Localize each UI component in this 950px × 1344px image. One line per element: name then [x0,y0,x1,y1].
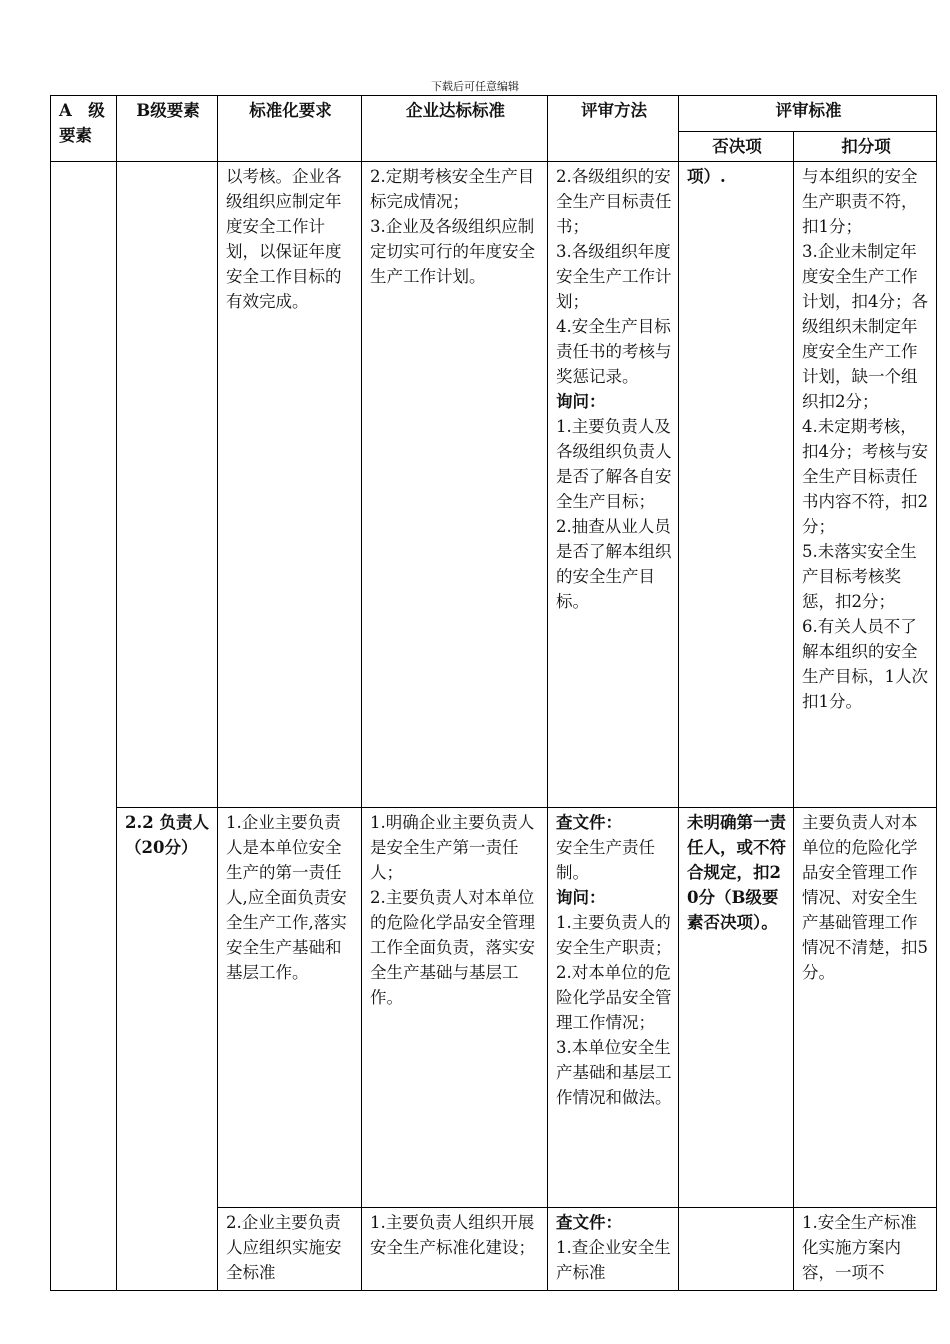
cell-target: 1.主要负责人组织开展安全生产标准化建设； [362,1208,548,1291]
method-line: 4.安全生产目标责任书的考核与奖惩记录。 [556,317,672,386]
method-line: 2.抽查从业人员是否了解本组织的安全生产目标。 [556,517,672,611]
method-line: 2.各级组织的安全生产目标责任书； [556,167,672,236]
cell-veto [679,1208,794,1291]
cell-a-empty [51,162,117,1291]
method-line: 3.各级组织年度安全生产工作计划； [556,242,672,311]
col-header-std: 标准化要求 [218,96,362,162]
col-header-a: A 级要素 [51,96,117,162]
target-line: 2.定期考核安全生产目标完成情况； [370,167,535,211]
method-line: 1.查企业安全生产标准 [556,1238,671,1282]
table-row [51,162,937,808]
cell-veto: 项）. [679,162,794,808]
cell-method [548,162,679,808]
cell-method [548,808,679,1208]
col-header-veto: 否决项 [679,132,794,162]
method-doc-label: 查文件： [556,813,622,832]
cell-deduct: 1.安全生产标准化实施方案内容，一项不 [794,1208,937,1291]
target-line: 1.明确企业主要负责人是安全生产第一责任人； [370,813,535,882]
header-row-1 [51,96,937,132]
table-row [51,808,937,1208]
cell-b [117,808,218,1291]
cell-deduct [794,162,937,808]
method-line: 1.主要负责人及各级组织负责人是否了解各自安全生产目标； [556,417,672,511]
col-header-b: B级要素 [117,96,218,162]
cell-std: 2.企业主要负责人应组织实施安全标准 [218,1208,362,1291]
col-header-criteria: 评审标准 [679,96,937,132]
cell-b-empty [117,162,218,808]
cell-target [362,162,548,808]
cell-std: 以考核。企业各级组织应制定年度安全工作计划，以保证年度安全工作目标的有效完成。 [218,162,362,808]
method-line: 3.本单位安全生产基础和基层工作情况和做法。 [556,1038,672,1107]
cell-std: 1.企业主要负责人是本单位安全生产的第一责任人,应全面负责安全生产工作,落实安全生产基础和基层工作。 [218,808,362,1208]
cell-target [362,808,548,1208]
method-inquiry-label: 询问： [556,392,606,411]
deduct-line: 与本组织的安全生产职责不符，扣1分； [802,167,918,236]
col-header-method: 评审方法 [548,96,679,162]
target-line: 2.主要负责人对本单位的危险化学品安全管理工作全面负责，落实安全生产基础与基层工作。 [370,888,535,1007]
cell-deduct: 主要负责人对本单位的危险化学品安全管理工作情况、对安全生产基础管理工作情况不清楚，扣5分。 [794,808,937,1208]
col-header-target: 企业达标标准 [362,96,548,162]
cell-method [548,1208,679,1291]
b-element-score: （20分） [125,838,198,857]
method-line: 1.主要负责人的安全生产职责； [556,913,672,957]
cell-veto: 未明确第一责任人，或不符合规定，扣20分（B级要素否决项）。 [679,808,794,1208]
deduct-line: 3.企业未制定年度安全生产工作计划，扣4分；各级组织未制定年度安全生产工作计划，缺一个组织扣2分； [802,242,928,411]
deduct-line: 4.未定期考核，扣4分；考核与安全生产目标责任书内容不符，扣2分； [802,417,928,536]
method-line: 2.对本单位的危险化学品安全管理工作情况； [556,963,672,1032]
deduct-line: 5.未落实安全生产目标考核奖惩，扣2分； [802,542,917,611]
b-element-name: 2.2 负责人 [125,813,209,832]
method-line: 安全生产责任制。 [556,838,655,882]
evaluation-table [50,95,937,1291]
col-header-deduct: 扣分项 [794,132,937,162]
method-doc-label: 查文件： [556,1213,622,1232]
target-line: 3.企业及各级组织应制定切实可行的年度安全生产工作计划。 [370,217,535,286]
method-inquiry-label: 询问： [556,888,606,907]
deduct-line: 6.有关人员不了解本组织的安全生产目标，1人次扣1分。 [802,617,928,711]
header-note: 下载后可任意编辑 [431,80,519,93]
